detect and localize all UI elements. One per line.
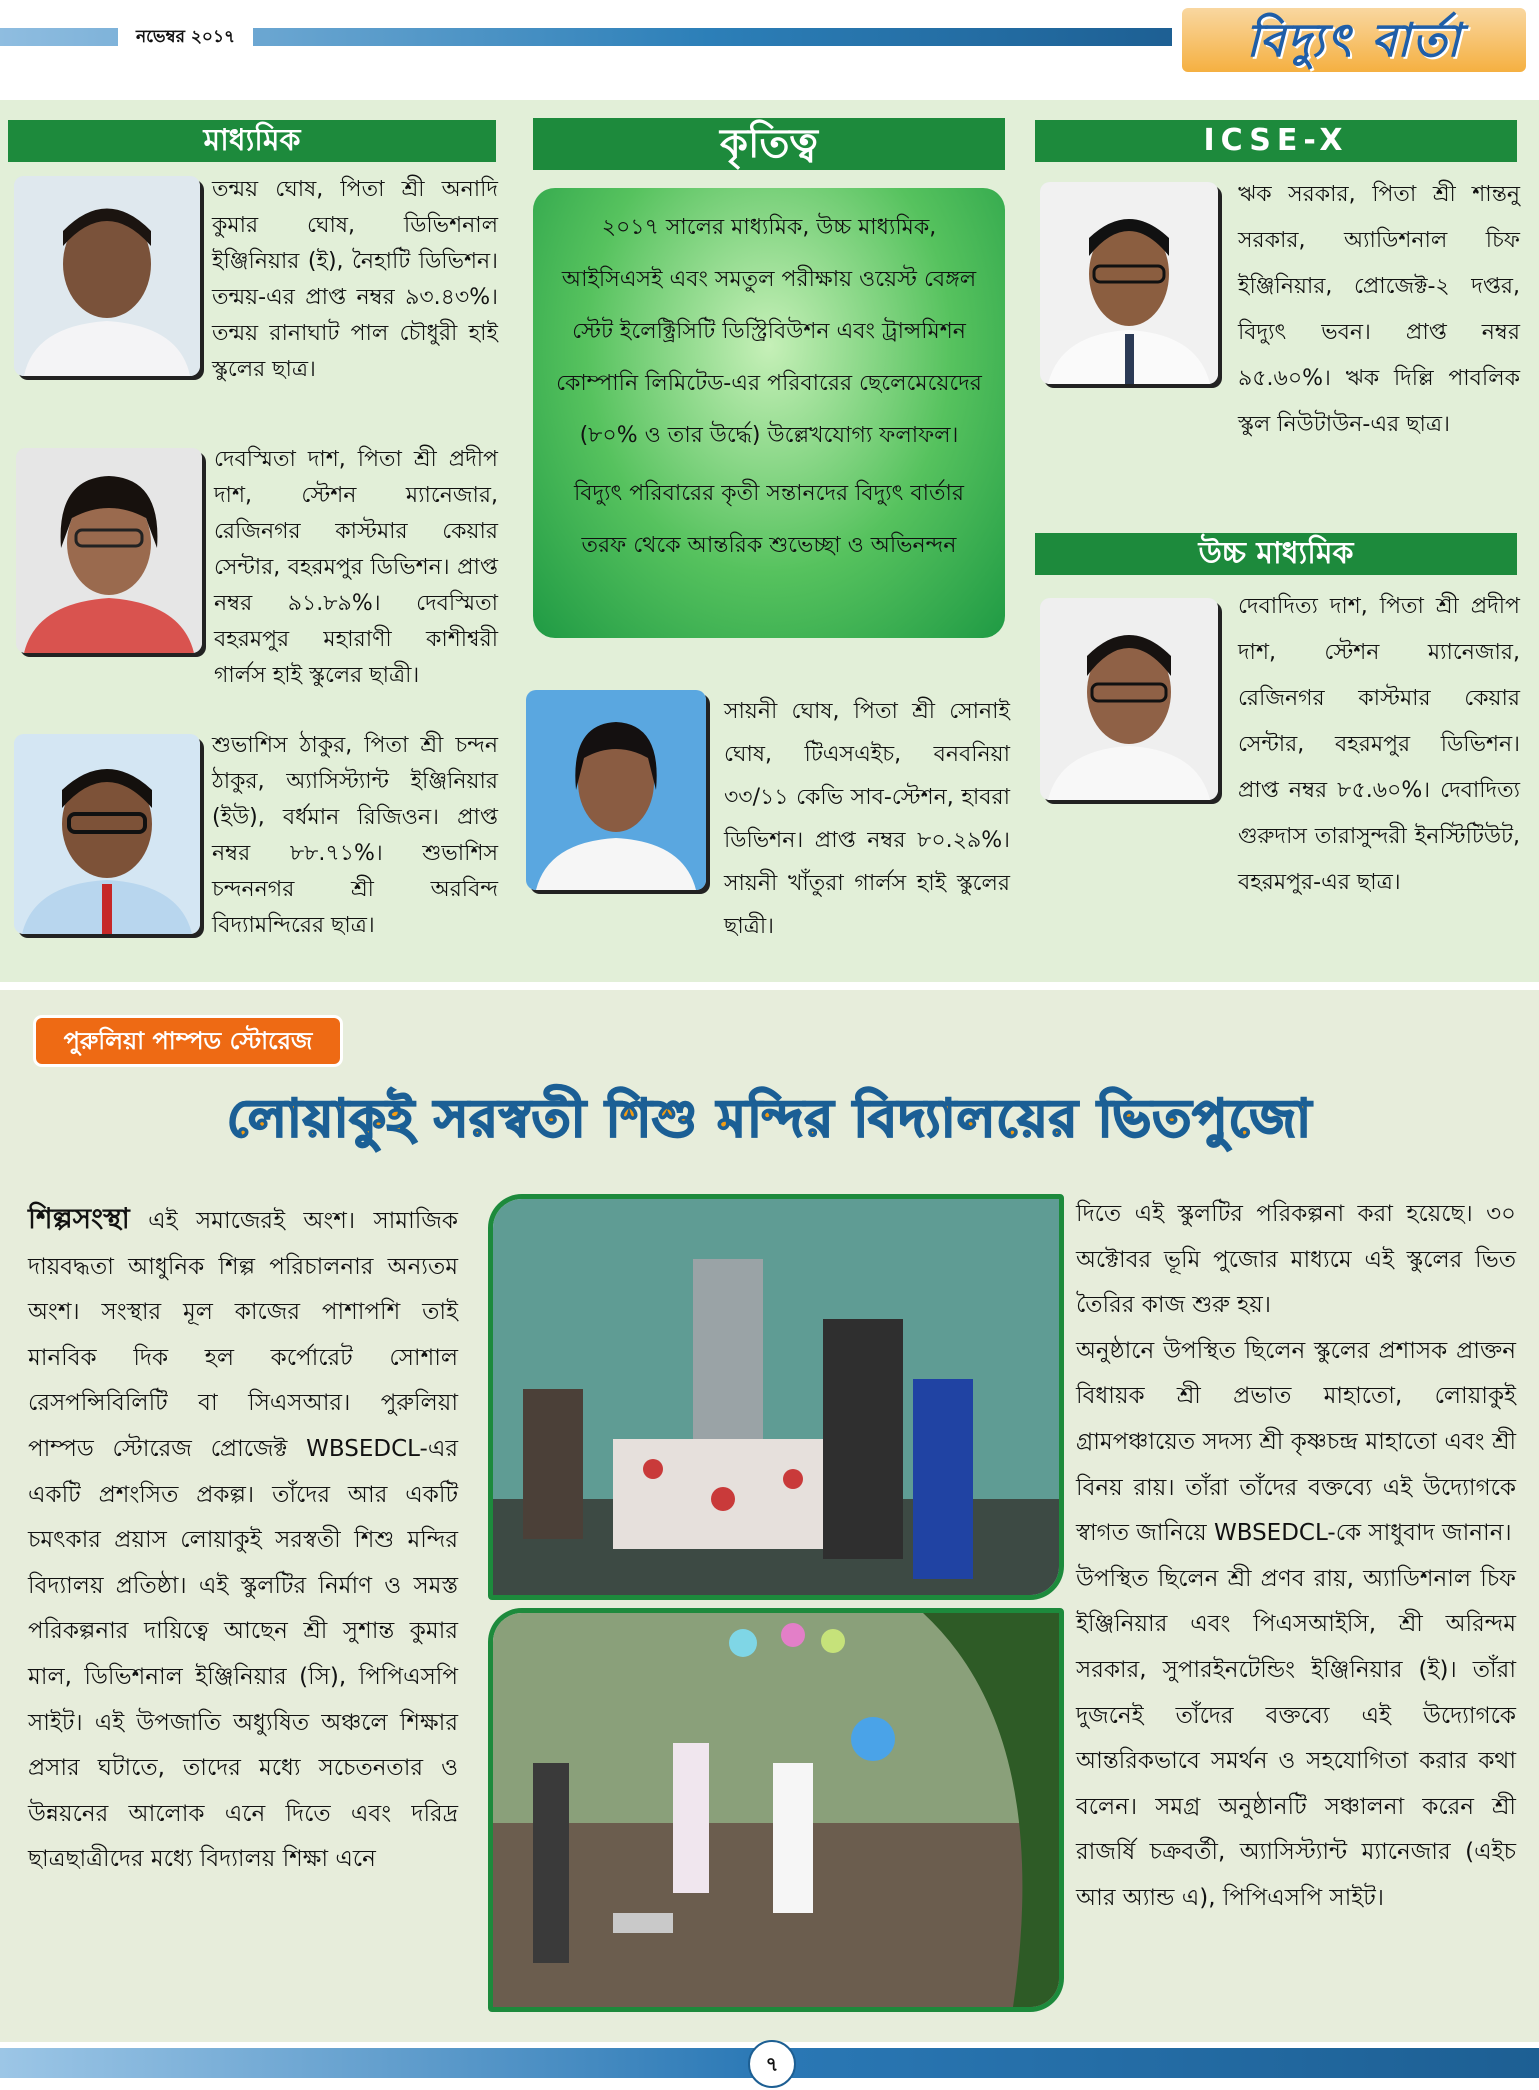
article-right-para-3: উপস্থিত ছিলেন শ্রী প্রণব রায়, অ্যাডিশনাল চিফ ইঞ্জিনিয়ার এবং পিএসআইসি, শ্রী অরিন্দম সরকার, সুপারইনটেন্ডিং ইঞ্জিনিয়ার (ই)। তাঁরা দুজনেই তাঁদের বক্তব্যে এই উদ্যোগকে আন্তরিকভাবে সমর্থন ও সহযোগিতা করার কথা বলেন। সমগ্র অনুষ্ঠানটি সঞ্চালনা করেন শ্রী রাজর্ষি চক্রবর্তী, অ্যাসিস্ট্যান্ট ম্যানেজার (এইচ আর অ্যান্ড এ), পিপিএসপি সাইট। [1076, 1565, 1516, 1911]
student-bio-rik: ঋক সরকার, পিতা শ্রী শান্তনু সরকার, অ্যাডিশনাল চিফ ইঞ্জিনিয়ার, প্রোজেক্ট-২ দপ্তর, বিদ্যুৎ ভবন। প্রাপ্ত নম্বর ৯৫.৬০%। ঋক দিল্লি পাবলিক স্কুল নিউটাউন-এর ছাত্র। [1238, 182, 1520, 437]
uchha-madhyamik-heading: উচ্চ মাধ্যমিক [1035, 533, 1517, 575]
event-photo-classroom [488, 1194, 1064, 1600]
article-left-text: এই সমাজেরই অংশ। সামাজিক দায়বদ্ধতা আধুনিক শিল্প পরিচালনার অন্যতম অংশ। সংস্থার মূল কাজের পাশাপশি তাই মানবিক দিক হল কর্পোরেট সোশাল রেসপন্সিবিলিটি বা সিএসআর। পুরুলিয়া পাম্পড স্টোরেজ প্রোজেক্ট WBSEDCL-এর একটি প্রশংসিত প্রকল্প। তাঁদের আর একটি চমৎকার প্রয়াস লোয়াকুই সরস্বতী শিশু মন্দির বিদ্যালয় প্রতিষ্ঠা। এই স্কুলটির নির্মাণ ও সমস্ত পরিকল্পনার দায়িত্বে আছেন শ্রী সুশান্ত কুমার মাল, ডিভিশনাল ইঞ্জিনিয়ার (সি), পিপিএসপি সাইট। এই উপজাতি অধ্যুষিত অঞ্চলে শিক্ষার প্রসার ঘটাতে, তাদের মধ্যে সচেতনতার ও উন্নয়নের আলোক এনে দিতে এবং দরিদ্র ছাত্রছাত্রীদের মধ্যে বিদ্যালয় শিক্ষা এনে [28, 1208, 458, 1873]
achievement-note-text: ২০১৭ সালের মাধ্যমিক, উচ্চ মাধ্যমিক, আইসিএসই এবং সমতুল পরীক্ষায় ওয়েস্ট বেঙ্গল স্টেট ইলেক্ট্রিসিটি ডিস্ট্রিবিউশন এবং ট্রান্সমিশন কোম্পানি লিমিটেড-এর পরিবারের ছেলেমেয়েদের (৮০% ও তার উর্দ্ধে) উল্লেখযোগ্য ফলাফল। [556, 215, 982, 448]
portrait-icon [14, 734, 200, 934]
student-photo-debaditya [1040, 598, 1218, 800]
page-number: ৭ [748, 2040, 796, 2088]
portrait-icon [16, 448, 202, 653]
article-right-column [1076, 1192, 1516, 1922]
article-left-column [28, 1196, 458, 1883]
classroom-photo-icon [493, 1199, 1059, 1595]
student-bio-debasmita: দেবস্মিতা দাশ, পিতা শ্রী প্রদীপ দাশ, স্টেশন ম্যানেজার, রেজিনগর কাস্টমার কেয়ার সেন্টার, বহরমপুর ডিভিশন। প্রাপ্ত নম্বর ৯১.৮৯%। দেবস্মিতা বহরমপুর মহারাণী কাশীশ্বরী গার্লস হাই স্কুলের ছাত্রী। [214, 447, 498, 688]
masthead [1172, 2, 1536, 78]
krititva-heading: কৃতিত্ব [533, 118, 1005, 170]
portrait-icon [14, 176, 200, 376]
icse-heading: ICSE-X [1035, 120, 1517, 162]
madhyamik-heading: মাধ্যমিক [8, 120, 496, 162]
student-photo-rik [1040, 182, 1218, 384]
student-bio-tanmoy: তন্ময় ঘোষ, পিতা শ্রী অনাদি কুমার ঘোষ, ডিভিশনাল ইঞ্জিনিয়ার (ই), নৈহাটি ডিভিশন। তন্ময়-এর প্রাপ্ত নম্বর ৯৩.৪৩%। তন্ময় রানাঘাট পাল চৌধুরী হাই স্কুলের ছাত্র। [212, 177, 498, 382]
portrait-icon [526, 690, 706, 890]
student-bio-sayani: সায়নী ঘোষ, পিতা শ্রী সোনাই ঘোষ, টিএসএইচ, বনবনিয়া ৩৩/১১ কেভি সাব-স্টেশন, হাবরা ডিভিশন। প্রাপ্ত নম্বর ৮০.২৯%। সায়নী খাঁতুরা গার্লস হাই স্কুলের ছাত্রী। [724, 699, 1010, 939]
article-right-para-2: অনুষ্ঠানে উপস্থিত ছিলেন স্কুলের প্রশাসক প্রাক্তন বিধায়ক শ্রী প্রভাত মাহাতো, লোয়াকুই গ্রামপঞ্চায়েত সদস্য শ্রী কৃষ্ণচন্দ্র মাহাতো এবং শ্রী বিনয় রায়। তাঁরা তাঁদের বক্তব্যে এই উদ্যোগকে স্বাগত জানিয়ে WBSEDCL-কে সাধুবাদ জানান। [1076, 1337, 1516, 1547]
portrait-icon [1040, 598, 1218, 800]
achievement-note [533, 188, 1005, 638]
masthead-logo: বিদ্যুৎ বার্তা [1182, 8, 1526, 72]
student-photo-sayani [526, 690, 706, 890]
student-bio-shubhashis: শুভাশিস ঠাকুর, পিতা শ্রী চন্দন ঠাকুর, অ্যাসিস্ট্যান্ট ইঞ্জিনিয়ার (ইউ), বর্ধমান রিজিওন। প্রাপ্ত নম্বর ৮৮.৭১%। শুভাশিস চন্দননগর শ্রী অরবিন্দ বিদ্যামন্দিরের ছাত্র। [212, 733, 498, 938]
issue-date: নভেম্বর ২০১৭ [118, 22, 253, 52]
greeting-text: বিদ্যুৎ পরিবারের কৃতী সন্তানদের বিদ্যুৎ বার্তার তরফ থেকে আন্তরিক শুভেচ্ছা ও অভিনন্দন [574, 481, 964, 558]
student-photo-tanmoy [14, 176, 200, 376]
article-headline: লোয়াকুই সরস্বতী শিশু মন্দির বিদ্যালয়ের ভিতপুজো [226, 1089, 1313, 1149]
event-photo-groundbreaking [488, 1608, 1064, 2012]
article-lead-word: শিল্পসংস্থা [28, 1202, 130, 1235]
article-right-para-1: দিতে এই স্কুলটির পরিকল্পনা করা হয়েছে। ৩০ অক্টোবর ভূমি পুজোর মাধ্যমে এই স্কুলের ভিত তৈরির কাজ শুরু হয়। [1076, 1201, 1516, 1319]
student-photo-shubhashis [14, 734, 200, 934]
groundbreaking-photo-icon [493, 1613, 1059, 2007]
student-photo-debasmita [16, 448, 202, 653]
student-bio-debaditya: দেবাদিত্য দাশ, পিতা শ্রী প্রদীপ দাশ, স্টেশন ম্যানেজার, রেজিনগর কাস্টমার কেয়ার সেন্টার, বহরমপুর ডিভিশন। প্রাপ্ত নম্বর ৮৫.৬০%। দেবাদিত্য গুরুদাস তারাসুন্দরী ইনস্টিটিউট, বহরমপুর-এর ছাত্র। [1238, 594, 1520, 895]
article-category-tag: পুরুলিয়া পাম্পড স্টোরেজ [36, 1018, 340, 1064]
portrait-icon [1040, 182, 1218, 384]
